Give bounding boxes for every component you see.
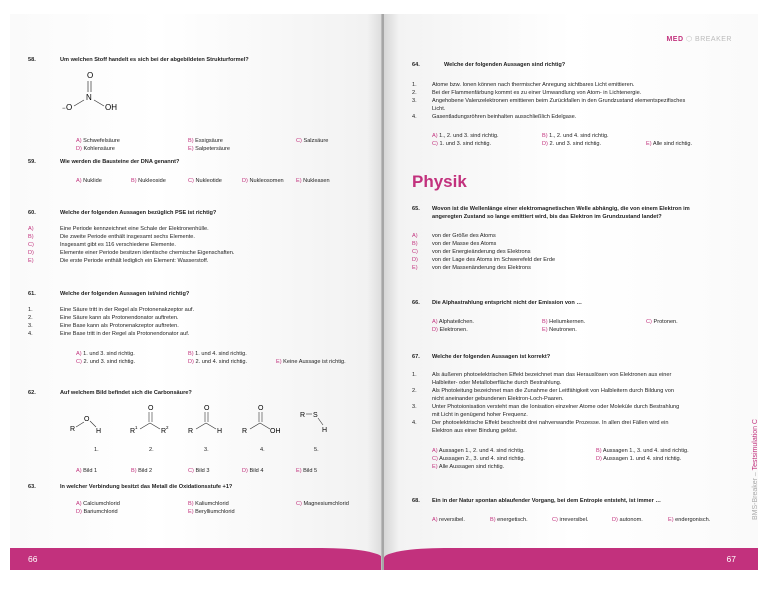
question-number: 61. bbox=[28, 291, 36, 297]
question-62 bbox=[28, 389, 368, 481]
question-number: 58. bbox=[28, 57, 36, 63]
statement: 3. Unter Photoionisation versteht man die Ionisation einzelner Atome oder Moleküle durch Bestrahlung bbox=[412, 404, 680, 410]
option-c[interactable]: C) 2. und 3. sind richtig. bbox=[76, 359, 136, 365]
question-text: Die Alphastrahlung entspricht nicht der Emission von … bbox=[432, 300, 582, 306]
option-e[interactable]: E) Keine Aussage ist richtig. bbox=[276, 359, 346, 365]
page-number: 67 bbox=[726, 554, 736, 564]
option-a[interactable]: A) 1., 2. und 3. sind richtig. bbox=[432, 133, 499, 139]
structure-1 bbox=[68, 407, 108, 435]
statement: 1. Atome bzw. Ionen können nach thermischer Anregung sichtbares Licht emittieren. bbox=[412, 82, 635, 88]
option-a[interactable]: A) Calciumchlorid bbox=[76, 501, 120, 507]
svg-text:R: R bbox=[161, 428, 167, 435]
left-page bbox=[10, 14, 382, 570]
svg-text:R: R bbox=[70, 426, 76, 433]
option-a[interactable]: A) Alphateilchen. bbox=[432, 319, 474, 325]
side-running-title: BMS-Breaker – Testsimulation C bbox=[752, 419, 759, 521]
option-b[interactable]: B) Essigsäure bbox=[188, 138, 223, 144]
svg-text:O: O bbox=[84, 416, 90, 423]
option-a[interactable]: A) Bild 1 bbox=[76, 468, 98, 474]
question-61 bbox=[28, 290, 368, 374]
statement: 4. Gasentladungsröhren beinhalten ausschließlich Edelgase. bbox=[412, 114, 577, 120]
question-58 bbox=[28, 56, 368, 152]
question-text: Welche der folgenden Aussagen bezüglich PSE ist richtig? bbox=[60, 210, 217, 216]
option-c[interactable]: C) Salzsäure bbox=[296, 138, 329, 144]
statement: 1. Eine Säure tritt in der Regel als Protonenakzeptor auf. bbox=[28, 307, 195, 313]
statement: 2. Eine Säure kann als Protonendonator auftreten. bbox=[28, 315, 179, 321]
option-d[interactable]: D) Kohlensäure bbox=[76, 146, 115, 152]
option-d[interactable]: D) Bild 4 bbox=[242, 468, 264, 474]
option-c[interactable]: C) Aussagen 2., 3. und 4. sind richtig. bbox=[432, 456, 525, 462]
question-number: 64. bbox=[412, 62, 420, 68]
statement: B) Die zweite Periode enthält insgesamt sechs Elemente. bbox=[28, 234, 195, 240]
svg-text:S: S bbox=[313, 412, 318, 419]
option-a[interactable]: A) Aussagen 1., 2. und 4. sind richtig. bbox=[432, 448, 525, 454]
option-d[interactable]: D) 2. und 3. sind richtig. bbox=[542, 141, 602, 147]
question-number: 63. bbox=[28, 484, 36, 490]
question-60 bbox=[28, 209, 368, 269]
question-59 bbox=[28, 158, 368, 188]
option-a[interactable]: A) reversibel. bbox=[432, 517, 465, 523]
option-b[interactable]: B) Aussagen 1., 3. und 4. sind richtig. bbox=[596, 448, 689, 454]
option-c[interactable]: C) irreversibel. bbox=[552, 517, 589, 523]
svg-text:O: O bbox=[204, 405, 210, 412]
picture-label: 4. bbox=[260, 447, 265, 453]
question-text: Welche der folgenden Aussagen ist/sind richtig? bbox=[60, 291, 190, 297]
svg-text:2: 2 bbox=[166, 425, 169, 430]
question-text: Welche der folgenden Aussagen sind richtig? bbox=[444, 62, 566, 68]
option-b[interactable]: B) Nukleoside bbox=[131, 178, 166, 184]
statement: 3. Eine Base kann als Protonenakzeptor auftreten. bbox=[28, 323, 179, 329]
atom-o-left: O bbox=[66, 103, 73, 112]
svg-text:R: R bbox=[300, 412, 306, 419]
option-c[interactable]: C) 1. und 3. sind richtig. bbox=[432, 141, 492, 147]
option-c[interactable]: C) Protonen. bbox=[646, 319, 678, 325]
statement: 4. Der photoelektrische Effekt beschreibt drei nahverwandte Prozesse. In allen drei Fällen wird ein bbox=[412, 420, 669, 426]
right-page bbox=[384, 14, 758, 570]
statement: E) von der Massenänderung des Elektrons bbox=[412, 265, 531, 271]
statement: B) von der Masse des Atoms bbox=[412, 241, 497, 247]
option-a[interactable]: A) Nuklide bbox=[76, 178, 102, 184]
statement: E) Die erste Periode enthält lediglich ein Element: Wasserstoff. bbox=[28, 258, 209, 264]
statement: 2. Als Photoleitung bezeichnet man die Zunahme der Leitfähigkeit von Halbleitern durch Bildung von bbox=[412, 388, 674, 394]
question-64: 64. Welche der folgenden Aussagen sind richtig? 1. Atome bzw. Ionen können nach thermischer Anregung sichtbares Licht emittieren. 2. Bei der Flammenfärbung kommt es zu einer Umwandlung von Atom- in Lichtenergie. 3. Angehobene Valenzelektronen emittieren beim Zurückfallen in den Grundzustand elementspezifisches Licht. 4. Gasentladungsröhren beinhalten ausschließlich Edelgase. A) 1., 2. und 3. sind richtig. B) 1., 2. und 4. sind richtig. C) 1. und 3. sind richtig. D) 2. und 3. sind richtig. E) Alle sind richtig. bbox=[412, 62, 693, 147]
option-a[interactable]: A) Schwefelsäure bbox=[76, 138, 120, 144]
section-title: Physik bbox=[412, 172, 467, 191]
statement: D) Elemente einer Periode besitzen identische chemische Eigenschaften. bbox=[28, 250, 235, 256]
atom-n: N bbox=[86, 93, 92, 102]
question-number: 65. bbox=[412, 206, 420, 212]
question-text: Wovon ist die Wellenlänge einer elektromagnetischen Welle abhängig, die von einem Elektron im bbox=[432, 206, 690, 212]
question-text: In welcher Verbindung besitzt das Metall die Oxidationsstufe +1? bbox=[60, 484, 233, 490]
atom-o-top: O bbox=[87, 71, 94, 80]
svg-text:H: H bbox=[217, 428, 223, 435]
statement: D) von der Lage des Atoms im Schwerefeld der Erde bbox=[412, 257, 556, 263]
option-b[interactable]: B) 1. und 4. sind richtig. bbox=[188, 351, 247, 357]
option-e[interactable]: E) Neutronen. bbox=[542, 327, 577, 333]
option-d[interactable]: D) Elektronen. bbox=[432, 327, 468, 333]
question-67: 67. Welche der folgenden Aussagen ist korrekt? 1. Als äußeren photoelektrischen Effekt bezeichnet man das Herauslösen von Elektronen aus einer Halbleiter- oder Metalloberfläche durch Bestrahlung. 2. Als Photoleitung bezeichnet man die Zunahme der Leitfähigkeit von Halbleitern durch Bildung von nicht aneinander gebundenen Elektron-Loch-Paaren. 3. Unter Photoionisation versteht man die Ionisation einzelner Atome oder Moleküle durch Bestrahlung mit Licht in genügend hoher Frequenz. 4. Der photoelektrische Effekt beschreibt drei nahverwandte Prozesse. In allen drei Fällen wird ein Elektron aus einer Bindung gelöst. A) Aussagen 1., 2. und 4. sind richtig. B) Aussagen 1., 3. und 4. sind richtig. C) Aussagen 2., 3. und 4. sind richtig. D) Aussagen 1. und 4. sind richtig. E) Alle Aussagen sind richtig. bbox=[412, 354, 689, 470]
svg-text:H: H bbox=[96, 428, 102, 435]
option-c[interactable]: C) Nukleotide bbox=[188, 178, 222, 184]
svg-text:R: R bbox=[188, 428, 194, 435]
charge: − bbox=[62, 106, 66, 112]
option-b[interactable]: B) Heliumkernen. bbox=[542, 319, 586, 325]
option-b[interactable]: B) Kaliumchlorid bbox=[188, 501, 229, 507]
option-d[interactable]: D) 2. und 4. sind richtig. bbox=[188, 359, 248, 365]
option-a[interactable]: A) 1. und 3. sind richtig. bbox=[76, 351, 135, 357]
svg-text:O: O bbox=[148, 405, 154, 412]
question-68 bbox=[412, 497, 742, 533]
svg-text:H: H bbox=[322, 427, 328, 434]
brand-logo: MED ⬡ BREAKER bbox=[666, 36, 732, 43]
page-footer bbox=[10, 548, 382, 570]
option-e[interactable]: E) Berylliumchlorid bbox=[188, 509, 235, 515]
statement: 2. Bei der Flammenfärbung kommt es zu einer Umwandlung von Atom- in Lichtenergie. bbox=[412, 90, 642, 96]
option-e[interactable]: E) Alle Aussagen sind richtig. bbox=[432, 464, 505, 470]
structure-5 bbox=[298, 405, 338, 437]
question-63 bbox=[28, 483, 368, 523]
option-d[interactable]: D) Aussagen 1. und 4. sind richtig. bbox=[596, 456, 682, 462]
question-text: Auf welchem Bild befindet sich die Carbonsäure? bbox=[60, 390, 192, 396]
svg-text:O: O bbox=[258, 405, 264, 412]
statement: 3. Angehobene Valenzelektronen emittieren beim Zurückfallen in den Grundzustand elementspezifisches bbox=[412, 98, 686, 104]
svg-text:OH: OH bbox=[270, 428, 281, 435]
option-e[interactable]: E) endergonisch. bbox=[668, 517, 711, 523]
question-text-line2: angeregten Zustand so lange emittiert wird, bis das Elektron im Grundzustand landet? bbox=[432, 214, 662, 220]
question-number: 59. bbox=[28, 159, 36, 165]
question-number: 62. bbox=[28, 390, 36, 396]
option-e[interactable]: E) Bild 5 bbox=[296, 468, 318, 474]
structure-4 bbox=[240, 403, 292, 437]
picture-label: 2. bbox=[149, 447, 154, 453]
question-65 bbox=[412, 205, 742, 285]
option-e[interactable]: E) Salpetersäure bbox=[188, 146, 230, 152]
page-number: 66 bbox=[28, 554, 38, 564]
question-text: Welche der folgenden Aussagen ist korrekt? bbox=[432, 354, 551, 360]
option-d[interactable]: D) Nukleosomen bbox=[242, 178, 284, 184]
picture-label: 1. bbox=[94, 447, 99, 453]
svg-text:R: R bbox=[242, 428, 248, 435]
option-b[interactable]: B) 1., 2. und 4. sind richtig. bbox=[542, 133, 609, 139]
question-number: 67. bbox=[412, 354, 420, 360]
statement: C) von der Energieänderung des Elektrons bbox=[412, 249, 531, 255]
statement: A) Eine Periode kennzeichnet eine Schale der Elektronenhülle. bbox=[28, 226, 209, 232]
atom-oh: OH bbox=[105, 103, 117, 112]
svg-text:R: R bbox=[130, 428, 136, 435]
picture-label: 5. bbox=[314, 447, 319, 453]
question-number: 60. bbox=[28, 210, 36, 216]
svg-text:1: 1 bbox=[135, 425, 138, 430]
question-number: 66. bbox=[412, 300, 420, 306]
question-66 bbox=[412, 299, 742, 339]
question-number: 68. bbox=[412, 498, 420, 504]
question-text: Wie werden die Bausteine der DNA genannt? bbox=[60, 159, 180, 165]
question-text: Ein in der Natur spontan ablaufender Vorgang, bei dem Entropie entsteht, ist immer … bbox=[432, 498, 661, 504]
option-c[interactable]: C) Magnesiumchlorid bbox=[296, 501, 349, 507]
structure-3 bbox=[186, 403, 230, 437]
picture-label: 3. bbox=[204, 447, 209, 453]
question-text: Um welchen Stoff handelt es sich bei der abgebildeten Strukturformel? bbox=[60, 57, 249, 63]
statement: C) Insgesamt gibt es 116 verschiedene Elemente. bbox=[28, 242, 176, 248]
option-c[interactable]: C) Bild 3 bbox=[188, 468, 210, 474]
option-d[interactable]: D) Bariumchlorid bbox=[76, 509, 118, 515]
nitric-acid-structure bbox=[62, 70, 152, 112]
option-b[interactable]: B) Bild 2 bbox=[131, 468, 153, 474]
option-e[interactable]: E) Nukleasen bbox=[296, 178, 330, 184]
option-e[interactable]: E) Alle sind richtig. bbox=[646, 141, 693, 147]
statement: A) von der Größe des Atoms bbox=[412, 233, 496, 239]
page-footer bbox=[384, 548, 758, 570]
option-d[interactable]: D) autonom. bbox=[612, 517, 643, 523]
structure-2 bbox=[128, 403, 178, 437]
option-b[interactable]: B) energetisch. bbox=[490, 517, 528, 523]
statement: 1. Als äußeren photoelektrischen Effekt bezeichnet man das Herauslösen von Elektronen aus einer bbox=[412, 372, 672, 378]
statement: 4. Eine Base tritt in der Regel als Protonendonator auf. bbox=[28, 331, 190, 337]
